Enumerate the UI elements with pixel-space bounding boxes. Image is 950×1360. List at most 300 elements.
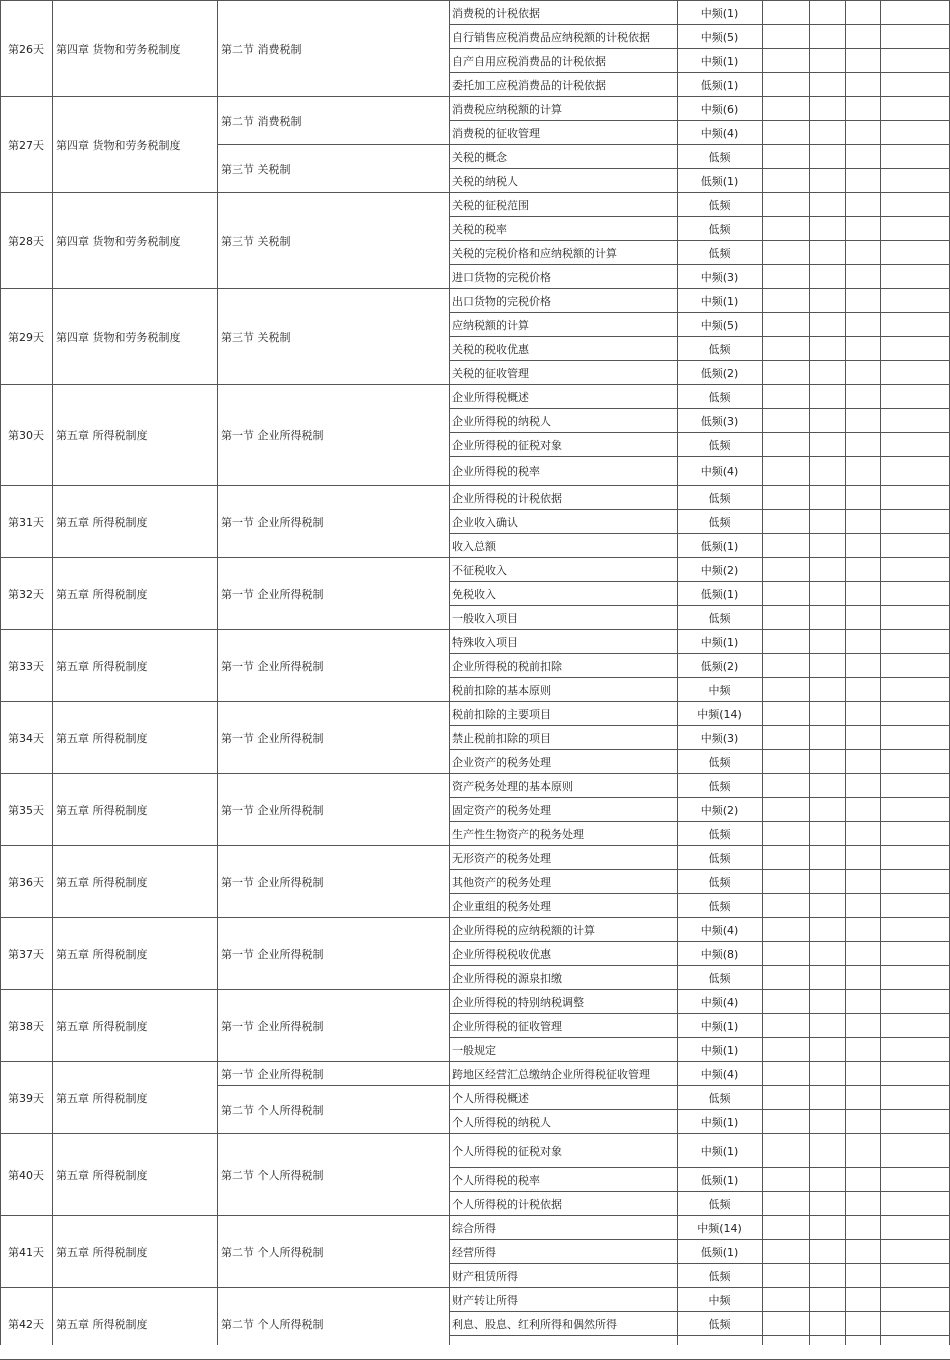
frequency-label: 中频(3) [700,731,739,745]
topic-label: 个人所得税的纳税人 [452,1115,551,1129]
blank-check-cell [809,1192,845,1216]
chapter-label: 第五章 所得税制度 [56,659,148,673]
blank-check-cell [762,1014,809,1038]
day-label: 第34天 [8,731,44,745]
blank-check-cell [880,726,950,750]
section-label: 第三节 关税制 [221,234,291,248]
blank-check-cell [762,1038,809,1062]
blank-check-cell [809,1038,845,1062]
blank-check-cell [762,486,809,510]
blank-check-cell [880,846,950,870]
frequency-label: 低频(1) [700,539,739,553]
grid-vline [0,0,1,1345]
blank-check-cell [845,726,880,750]
chapter-label: 第五章 所得税制度 [56,947,148,961]
topic-label [449,1336,677,1360]
blank-check-cell [809,1168,845,1192]
day-label: 第27天 [8,138,44,152]
chapter-label: 第五章 所得税制度 [56,1168,148,1182]
chapter-label: 第四章 货物和劳务税制度 [56,234,181,248]
blank-check-cell [809,1110,845,1134]
blank-check-cell [762,582,809,606]
blank-check-cell [845,1,880,25]
blank-check-cell [845,558,880,582]
blank-check-cell [809,1288,845,1312]
topic-label: 个人所得税的征税对象 [452,1144,562,1158]
blank-check-cell [762,654,809,678]
blank-check-cell [845,870,880,894]
blank-check-cell [845,145,880,169]
blank-check-cell [762,1062,809,1086]
frequency-label: 低频 [708,438,731,452]
blank-check-cell [762,1288,809,1312]
blank-check-cell [762,774,809,798]
topic-label: 免税收入 [452,587,496,601]
blank-check-cell [880,750,950,774]
frequency-label [677,1336,762,1360]
blank-check-cell [845,1086,880,1110]
day-label: 第39天 [8,1091,44,1105]
chapter-label: 第五章 所得税制度 [56,1317,148,1331]
blank-check-cell [845,606,880,630]
blank-check-cell [845,750,880,774]
blank-check-cell [845,265,880,289]
blank-check-cell [762,918,809,942]
blank-check-cell [880,486,950,510]
grid-vline [880,0,881,1345]
blank-check-cell [845,486,880,510]
blank-check-cell [809,750,845,774]
chapter-label: 第五章 所得税制度 [56,587,148,601]
day-label: 第38天 [8,1019,44,1033]
grid-vline [762,0,763,1345]
blank-check-cell [809,433,845,457]
blank-check-cell [880,265,950,289]
blank-check-cell [809,337,845,361]
blank-check-cell [809,1,845,25]
blank-check-cell [845,846,880,870]
grid-vline [52,0,53,1345]
blank-check-cell [845,1288,880,1312]
blank-check-cell [809,678,845,702]
blank-check-cell [762,1134,809,1168]
frequency-label: 低频 [708,222,731,236]
blank-check-cell [845,966,880,990]
topic-label: 关税的概念 [452,150,507,164]
section-label: 第一节 企业所得税制 [221,875,324,889]
blank-check-cell [762,145,809,169]
blank-check-cell [762,121,809,145]
topic-label: 应纳税额的计算 [452,318,529,332]
blank-check-cell [762,217,809,241]
frequency-label: 中频(4) [700,995,739,1009]
frequency-label: 中频(1) [700,294,739,308]
topic-label: 自产自用应税消费品的计税依据 [452,54,606,68]
section-label: 第一节 企业所得税制 [221,429,324,442]
topic-label: 出口货物的完税价格 [452,294,551,308]
blank-check-cell [809,145,845,169]
topic-label: 消费税的计税依据 [452,6,540,20]
frequency-label: 中频(8) [700,947,739,961]
blank-check-cell [880,654,950,678]
blank-check-cell [809,654,845,678]
blank-check-cell [880,1086,950,1110]
topic-label: 利息、股息、红利所得和偶然所得 [452,1317,617,1331]
topic-label: 企业所得税的特别纳税调整 [452,995,584,1009]
frequency-label: 低频 [708,851,731,865]
blank-check-cell [809,822,845,846]
blank-check-cell [880,1014,950,1038]
topic-label: 企业所得税的征税对象 [452,438,562,452]
topic-label: 个人所得税概述 [452,1091,529,1105]
blank-check-cell [845,97,880,121]
section-label: 第二节 个人所得税制 [221,1168,324,1182]
chapter-label: 第五章 所得税制度 [56,515,148,529]
blank-check-cell [762,942,809,966]
frequency-label: 中频(5) [700,318,739,332]
day-label: 第32天 [8,587,44,601]
topic-label: 经营所得 [452,1245,496,1259]
section-label: 第二节 个人所得税制 [221,1317,324,1331]
blank-check-cell [845,409,880,433]
blank-check-cell [809,870,845,894]
blank-check-cell [809,894,845,918]
blank-check-cell [880,49,950,73]
blank-check-cell [809,49,845,73]
section-label: 第三节 关税制 [221,330,291,344]
frequency-label: 低频(1) [700,78,739,92]
topic-label: 企业资产的税务处理 [452,755,551,769]
blank-check-cell [845,654,880,678]
blank-check-cell [845,217,880,241]
blank-check-cell [762,702,809,726]
blank-check-cell [845,1240,880,1264]
frequency-label: 低频 [708,971,731,985]
blank-check-cell [762,558,809,582]
blank-check-cell [762,846,809,870]
grid-vline [217,0,218,1345]
blank-check-cell [880,25,950,49]
blank-check-cell [845,49,880,73]
topic-label: 自行销售应税消费品应纳税额的计税依据 [452,30,650,44]
topic-label: 资产税务处理的基本原则 [452,779,573,793]
blank-check-cell [762,49,809,73]
blank-check-cell [809,486,845,510]
blank-check-cell [762,1264,809,1288]
blank-check-cell [809,942,845,966]
blank-check-cell [809,1134,845,1168]
blank-check-cell [845,73,880,97]
blank-check-cell [845,1336,880,1360]
topic-label: 企业所得税的征收管理 [452,1019,562,1033]
day-label: 第36天 [8,875,44,889]
section-label: 第二节 个人所得税制 [221,1103,324,1117]
blank-check-cell [762,990,809,1014]
day-label: 第35天 [8,803,44,817]
chapter-label: 第五章 所得税制度 [56,1245,148,1259]
blank-check-cell [845,702,880,726]
blank-check-cell [880,121,950,145]
blank-check-cell [762,1216,809,1240]
blank-check-cell [762,313,809,337]
section-label: 第二节 个人所得税制 [221,1245,324,1259]
frequency-label: 低频 [708,390,731,404]
frequency-label: 中频(1) [700,1144,739,1158]
blank-check-cell [845,510,880,534]
topic-label: 关税的征税范围 [452,198,529,212]
blank-check-cell [845,25,880,49]
frequency-label: 中频(1) [700,1019,739,1033]
blank-check-cell [809,217,845,241]
grid-vline [449,0,450,1345]
section-label: 第一节 企业所得税制 [221,587,324,601]
blank-check-cell [845,433,880,457]
blank-check-cell [762,289,809,313]
blank-check-cell [845,1134,880,1168]
chapter-label: 第四章 货物和劳务税制度 [56,138,181,152]
blank-check-cell [762,337,809,361]
blank-check-cell [762,750,809,774]
blank-check-cell [880,1288,950,1312]
blank-check-cell [880,289,950,313]
blank-check-cell [880,1312,950,1336]
topic-label: 企业所得税的源泉扣缴 [452,971,562,985]
frequency-label: 中频(4) [700,465,739,478]
topic-label: 消费税应纳税额的计算 [452,102,562,116]
section-label: 第一节 企业所得税制 [221,947,324,961]
frequency-label: 低频 [708,1091,731,1105]
blank-check-cell [880,1062,950,1086]
blank-check-cell [845,1038,880,1062]
frequency-label: 低频 [708,755,731,769]
grid-vline [845,0,846,1345]
blank-check-cell [845,822,880,846]
chapter-label: 第五章 所得税制度 [56,803,148,817]
grid-vline [677,0,678,1345]
blank-check-cell [845,990,880,1014]
blank-check-cell [845,798,880,822]
day-label: 第37天 [8,947,44,961]
section-label: 第一节 企业所得税制 [221,803,324,817]
blank-check-cell [762,193,809,217]
topic-label: 财产转让所得 [452,1293,518,1307]
blank-check-cell [880,918,950,942]
blank-check-cell [845,1062,880,1086]
frequency-label: 低频 [708,342,731,356]
blank-check-cell [762,385,809,409]
blank-check-cell [762,822,809,846]
blank-check-cell [880,1110,950,1134]
blank-check-cell [880,870,950,894]
section-label: 第一节 企业所得税制 [221,731,324,745]
blank-check-cell [762,1192,809,1216]
blank-check-cell [845,289,880,313]
blank-check-cell [762,361,809,385]
chapter-label: 第四章 货物和劳务税制度 [56,42,181,56]
blank-check-cell [809,846,845,870]
topic-label: 生产性生物资产的税务处理 [452,827,584,841]
frequency-label: 中频(1) [700,54,739,68]
blank-check-cell [880,145,950,169]
blank-check-cell [809,1086,845,1110]
blank-check-cell [762,1086,809,1110]
blank-check-cell [845,630,880,654]
blank-check-cell [845,1216,880,1240]
blank-check-cell [845,121,880,145]
chapter-label: 第五章 所得税制度 [56,875,148,889]
frequency-label: 中频(4) [700,126,739,140]
blank-check-cell [845,385,880,409]
frequency-label: 低频 [708,150,731,164]
frequency-label: 低频 [708,611,731,625]
blank-check-cell [809,1240,845,1264]
frequency-label: 中频(4) [700,1067,739,1081]
topic-label: 固定资产的税务处理 [452,803,551,817]
topic-label: 无形资产的税务处理 [452,851,551,865]
frequency-label: 中频(1) [700,1115,739,1129]
blank-check-cell [809,966,845,990]
blank-check-cell [880,1336,950,1360]
blank-check-cell [880,313,950,337]
frequency-label: 低频 [708,491,731,505]
blank-check-cell [845,1264,880,1288]
blank-check-cell [809,606,845,630]
blank-check-cell [762,966,809,990]
blank-check-cell [880,678,950,702]
blank-check-cell [880,457,950,486]
topic-label: 综合所得 [452,1221,496,1235]
blank-check-cell [762,630,809,654]
chapter-label: 第五章 所得税制度 [56,429,148,442]
blank-check-cell [809,726,845,750]
topic-label: 关税的完税价格和应纳税额的计算 [452,246,617,260]
topic-label: 税前扣除的基本原则 [452,683,551,697]
topic-label: 企业所得税概述 [452,390,529,404]
blank-check-cell [880,606,950,630]
blank-check-cell [880,73,950,97]
topic-label: 关税的纳税人 [452,174,518,188]
blank-check-cell [809,702,845,726]
blank-check-cell [845,193,880,217]
blank-check-cell [880,510,950,534]
blank-check-cell [809,534,845,558]
blank-check-cell [845,1168,880,1192]
blank-check-cell [845,169,880,193]
frequency-label: 中频(2) [700,803,739,817]
blank-check-cell [809,121,845,145]
blank-check-cell [845,1110,880,1134]
day-label: 第26天 [8,42,44,56]
blank-check-cell [880,409,950,433]
blank-check-cell [809,289,845,313]
day-label: 第40天 [8,1168,44,1182]
topic-label: 个人所得税的税率 [452,1173,540,1187]
blank-check-cell [762,97,809,121]
frequency-label: 中频(14) [697,707,742,721]
blank-check-cell [845,678,880,702]
section-label: 第一节 企业所得税制 [221,1019,324,1033]
blank-check-cell [809,1264,845,1288]
day-label: 第30天 [8,429,44,442]
frequency-label: 低频 [708,1317,731,1331]
blank-check-cell [809,918,845,942]
blank-check-cell [809,265,845,289]
blank-check-cell [762,1,809,25]
topic-label: 企业所得税的应纳税额的计算 [452,923,595,937]
blank-check-cell [880,630,950,654]
blank-check-cell [880,894,950,918]
blank-check-cell [762,409,809,433]
frequency-label: 低频(2) [700,659,739,673]
topic-label: 企业所得税的税率 [452,465,540,478]
blank-check-cell [762,169,809,193]
frequency-label: 低频(2) [700,366,739,380]
day-label: 第28天 [8,234,44,248]
blank-check-cell [762,1240,809,1264]
topic-label: 其他资产的税务处理 [452,875,551,889]
blank-check-cell [762,265,809,289]
blank-check-cell [809,193,845,217]
topic-label: 关税的税率 [452,222,507,236]
blank-check-cell [880,1,950,25]
frequency-label: 低频 [708,246,731,260]
blank-check-cell [809,630,845,654]
blank-check-cell [880,1216,950,1240]
blank-check-cell [845,457,880,486]
frequency-label: 中频(1) [700,1043,739,1057]
blank-check-cell [880,97,950,121]
blank-check-cell [762,870,809,894]
day-label: 第42天 [8,1317,44,1331]
topic-label: 企业重组的税务处理 [452,899,551,913]
frequency-label: 中频(4) [700,923,739,937]
topic-label: 企业所得税的纳税人 [452,414,551,428]
blank-check-cell [845,241,880,265]
blank-check-cell [762,241,809,265]
frequency-label: 低频(1) [700,587,739,601]
frequency-label: 低频 [708,827,731,841]
blank-check-cell [880,169,950,193]
day-label: 第29天 [8,330,44,344]
topic-label: 不征税收入 [452,563,507,577]
blank-check-cell [880,1264,950,1288]
section-label: 第二节 消费税制 [221,42,302,56]
topic-label: 禁止税前扣除的项目 [452,731,551,745]
topic-label: 企业所得税的税前扣除 [452,659,562,673]
topic-label: 个人所得税的计税依据 [452,1197,562,1211]
blank-check-cell [809,1062,845,1086]
blank-check-cell [845,1312,880,1336]
frequency-label: 中频(6) [700,102,739,116]
blank-check-cell [762,606,809,630]
blank-check-cell [845,313,880,337]
frequency-label: 低频 [708,779,731,793]
topic-label: 企业所得税税收优惠 [452,947,551,961]
blank-check-cell [845,534,880,558]
frequency-label: 低频 [708,875,731,889]
section-label: 第一节 企业所得税制 [221,515,324,529]
blank-check-cell [809,798,845,822]
blank-check-cell [880,433,950,457]
blank-check-cell [845,918,880,942]
blank-check-cell [762,1312,809,1336]
blank-check-cell [762,534,809,558]
frequency-label: 中频 [708,683,731,697]
blank-check-cell [762,1336,809,1360]
day-label: 第33天 [8,659,44,673]
topic-label: 关税的税收优惠 [452,342,529,356]
frequency-label: 中频(2) [700,563,739,577]
